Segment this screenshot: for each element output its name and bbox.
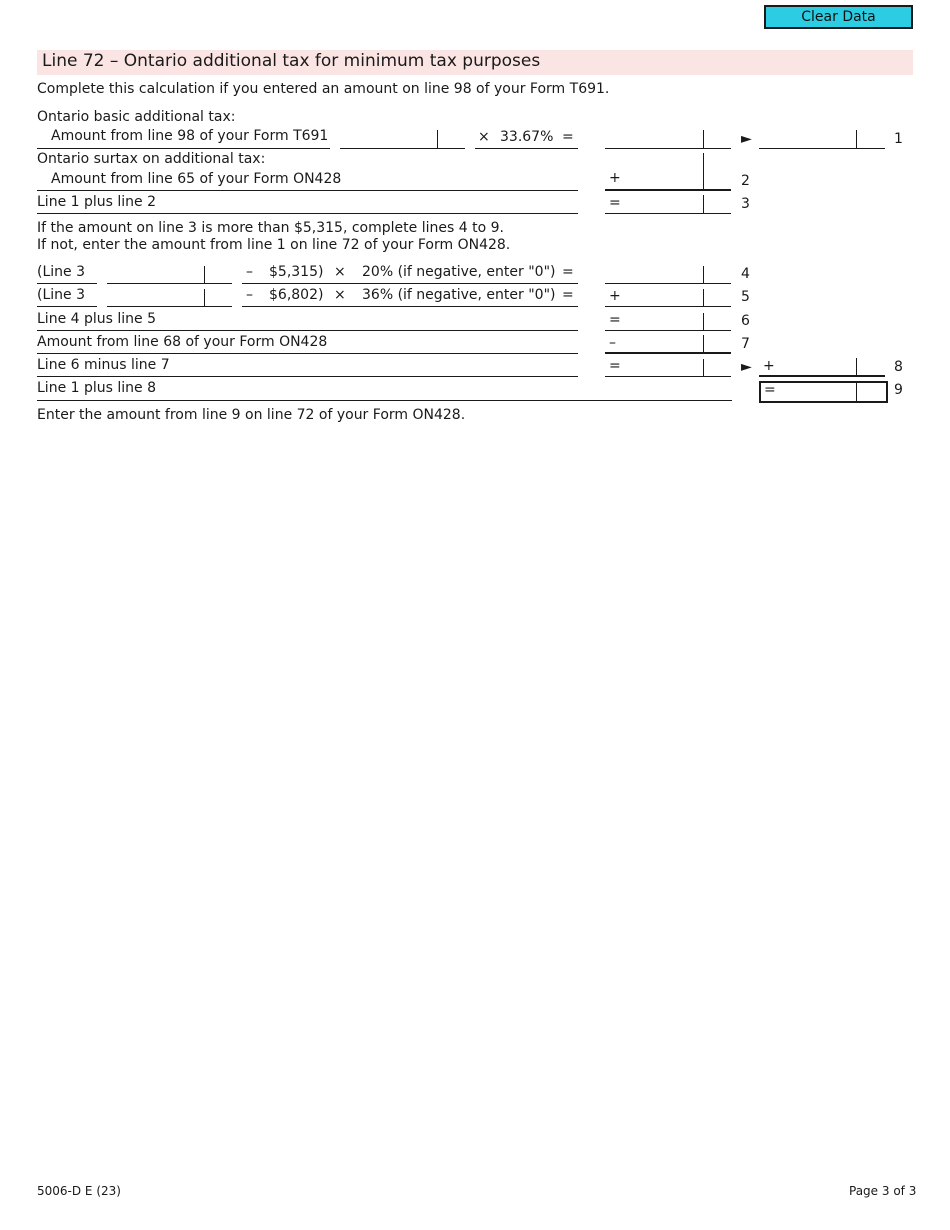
- line1-label: Amount from line 98 of your Form T691: [51, 128, 329, 144]
- line4-input-divider: [204, 266, 205, 283]
- line8-carry-divider: [856, 358, 857, 376]
- line7-amount-input[interactable]: [622, 335, 701, 353]
- line1-result-input[interactable]: [607, 129, 701, 147]
- line7-label: Amount from line 68 of your Form ON428: [37, 334, 328, 350]
- line1-rate-rule: [475, 148, 578, 149]
- line2-label: Amount from line 65 of your Form ON428: [51, 171, 342, 187]
- line5-times-sign: ×: [334, 287, 346, 303]
- line8-carry-input[interactable]: [776, 358, 853, 376]
- line-number-1: 1: [894, 131, 903, 147]
- line1-arrow-icon: ►: [741, 131, 752, 147]
- form-identifier: 5006-D E (23): [37, 1184, 121, 1198]
- line1-result-rule: [605, 148, 731, 149]
- line1-times-sign: ×: [478, 129, 490, 145]
- line-number-6: 6: [741, 313, 750, 329]
- line8-label-rule: [37, 376, 578, 377]
- instruction-line-1: If the amount on line 3 is more than $5,315, complete lines 4 to 9.: [37, 220, 504, 236]
- line5-amount-input[interactable]: [622, 288, 701, 306]
- line4-minus-sign: –: [246, 264, 253, 280]
- line3-equals-sign: =: [609, 195, 621, 211]
- line5-divider: [703, 289, 704, 306]
- line4-amount-input[interactable]: [607, 265, 701, 283]
- line2-plus-sign: +: [609, 170, 621, 186]
- section-title: Line 72 – Ontario additional tax for minimum tax purposes: [42, 51, 541, 71]
- line3-label: Line 1 plus line 2: [37, 194, 156, 210]
- line4-amount-rule: [605, 283, 731, 284]
- line3-label-rule: [37, 213, 578, 214]
- line-number-3: 3: [741, 196, 750, 212]
- line4-label-rule: [37, 283, 97, 284]
- line8-divider: [703, 359, 704, 376]
- line-number-8: 8: [894, 359, 903, 375]
- line4-calc-rule: [242, 283, 578, 284]
- line5-minus-sign: –: [246, 287, 253, 303]
- line4-threshold: $5,315): [269, 264, 324, 280]
- line1-equals-sign: =: [562, 129, 574, 145]
- line7-minus-sign: –: [609, 335, 616, 351]
- line2-amount-rule: [605, 189, 731, 191]
- line-number-7: 7: [741, 336, 750, 352]
- line5-input-divider: [204, 289, 205, 306]
- line8-amount-rule: [605, 376, 731, 377]
- line5-rate: 36% (if negative, enter "0"): [362, 287, 556, 303]
- line2-amount-input[interactable]: [622, 171, 701, 189]
- line6-amount-input[interactable]: [622, 312, 701, 330]
- line4-times-sign: ×: [334, 264, 346, 280]
- line6-amount-rule: [605, 330, 731, 331]
- line4-equals-sign: =: [562, 264, 574, 280]
- line9-equals-sign: =: [764, 382, 776, 398]
- line1-carry-input[interactable]: [761, 130, 853, 148]
- line1-cents-divider: [437, 130, 438, 148]
- line-number-5: 5: [741, 289, 750, 305]
- line5-calc-rule: [242, 306, 578, 307]
- line9-divider: [856, 383, 857, 401]
- clear-data-button[interactable]: Clear Data: [764, 5, 913, 29]
- line-number-9: 9: [894, 382, 903, 398]
- line5-input-rule: [107, 306, 232, 307]
- line3-amount-rule: [605, 213, 731, 214]
- line8-plus-sign: +: [763, 358, 775, 374]
- line9-label: Line 1 plus line 8: [37, 380, 156, 396]
- line4-label: (Line 3: [37, 264, 85, 280]
- line6-divider: [703, 313, 704, 330]
- line7-label-rule: [37, 353, 578, 354]
- line8-equals-sign: =: [609, 358, 621, 374]
- line1-carry-divider: [856, 130, 857, 148]
- line8-carry-rule: [759, 375, 885, 377]
- page-number: Page 3 of 3: [849, 1184, 917, 1198]
- line1-label-rule: [37, 148, 330, 149]
- line1-amount-input[interactable]: [342, 129, 434, 147]
- line-number-2: 2: [741, 173, 750, 189]
- line5-plus-sign: +: [609, 288, 621, 304]
- line2-label-rule: [37, 190, 578, 191]
- line6-equals-sign: =: [609, 312, 621, 328]
- line5-label-rule: [37, 306, 97, 307]
- line7-divider: [703, 335, 704, 353]
- line1-carry-rule: [759, 148, 885, 149]
- intro-text: Complete this calculation if you entered an amount on line 98 of your Form T691.: [37, 81, 610, 97]
- line5-line3-input[interactable]: [109, 288, 202, 306]
- line5-equals-sign: =: [562, 287, 574, 303]
- line6-label-rule: [37, 330, 578, 331]
- line8-label: Line 6 minus line 7: [37, 357, 170, 373]
- line4-line3-input[interactable]: [109, 265, 202, 283]
- line1-result-divider: [703, 130, 704, 148]
- line5-threshold: $6,802): [269, 287, 324, 303]
- line-number-4: 4: [741, 266, 750, 282]
- instruction-line-2: If not, enter the amount from line 1 on line 72 of your Form ON428.: [37, 237, 511, 253]
- line9-label-rule: [37, 400, 732, 401]
- line1-input-rule: [340, 148, 465, 149]
- closing-instruction: Enter the amount from line 9 on line 72 of your Form ON428.: [37, 407, 466, 423]
- line8-amount-input[interactable]: [622, 358, 701, 376]
- line7-amount-rule: [605, 352, 731, 354]
- line2-divider: [703, 153, 704, 190]
- surtax-heading: Ontario surtax on additional tax:: [37, 151, 266, 167]
- basic-additional-tax-heading: Ontario basic additional tax:: [37, 109, 236, 125]
- line4-rate: 20% (if negative, enter "0"): [362, 264, 556, 280]
- line4-divider: [703, 266, 704, 283]
- line9-total-input[interactable]: [778, 383, 853, 401]
- line4-input-rule: [107, 283, 232, 284]
- line3-divider: [703, 195, 704, 213]
- line8-arrow-icon: ►: [741, 359, 752, 375]
- line6-label: Line 4 plus line 5: [37, 311, 156, 327]
- line5-amount-rule: [605, 306, 731, 307]
- line3-amount-input[interactable]: [622, 195, 701, 213]
- line5-label: (Line 3: [37, 287, 85, 303]
- line1-rate: 33.67%: [500, 129, 554, 145]
